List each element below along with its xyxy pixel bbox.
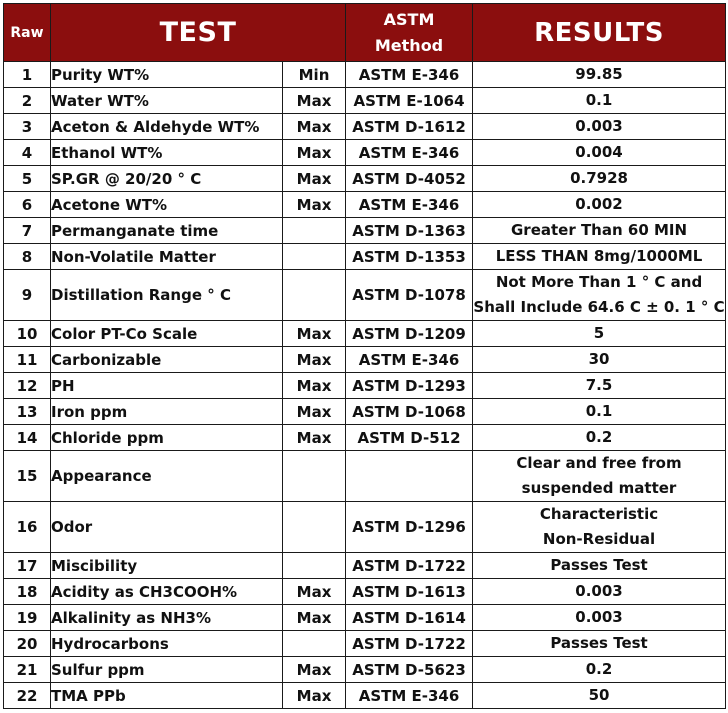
- result-line-1: Passes Test: [550, 556, 648, 574]
- result-value: [473, 114, 726, 140]
- row-number: 22: [4, 683, 51, 709]
- result-line-1: 50: [588, 686, 610, 704]
- result-value: [473, 425, 726, 451]
- test-name: SP.GR @ 20/20 ° C: [51, 166, 283, 192]
- row-number: 15: [4, 451, 51, 502]
- result-line-1: 0.003: [575, 582, 623, 600]
- raw-column-header: Raw: [4, 4, 51, 62]
- result-line-1: 0.004: [575, 143, 623, 161]
- limit-type: Max: [283, 605, 346, 631]
- row-number: 8: [4, 244, 51, 270]
- results-column-header: RESULTS: [473, 4, 726, 62]
- result-line-1: 0.002: [575, 195, 623, 213]
- table-row: [4, 451, 726, 502]
- row-number: 7: [4, 218, 51, 244]
- table-row: [4, 373, 726, 399]
- result-line-1: Clear and free from: [516, 454, 682, 472]
- astm-method: ASTM D-512: [346, 425, 473, 451]
- test-name: Color PT-Co Scale: [51, 321, 283, 347]
- result-value: [473, 605, 726, 631]
- limit-type: Max: [283, 140, 346, 166]
- table-row: [4, 425, 726, 451]
- astm-method: ASTM D-1612: [346, 114, 473, 140]
- row-number: 4: [4, 140, 51, 166]
- table-row: [4, 321, 726, 347]
- limit-type: [283, 218, 346, 244]
- row-number: 12: [4, 373, 51, 399]
- result-line-1: 0.003: [575, 608, 623, 626]
- test-column-header: TEST: [51, 4, 346, 62]
- limit-type: Max: [283, 114, 346, 140]
- result-value: [473, 140, 726, 166]
- limit-type: [283, 244, 346, 270]
- result-line-1: Passes Test: [550, 634, 648, 652]
- result-line-1: 0.2: [585, 660, 613, 678]
- result-line-1: 0.1: [585, 402, 613, 420]
- result-value: [473, 502, 726, 553]
- row-number: 1: [4, 62, 51, 88]
- test-name: Hydrocarbons: [51, 631, 283, 657]
- limit-type: Max: [283, 683, 346, 709]
- result-value: [473, 373, 726, 399]
- result-line-1: 99.85: [575, 65, 623, 83]
- row-number: 13: [4, 399, 51, 425]
- astm-method: ASTM D-1078: [346, 270, 473, 321]
- table-row: [4, 553, 726, 579]
- limit-type: Min: [283, 62, 346, 88]
- result-value: [473, 270, 726, 321]
- test-name: Water WT%: [51, 88, 283, 114]
- limit-type: Max: [283, 373, 346, 399]
- astm-method: [346, 451, 473, 502]
- test-name: Alkalinity as NH3%: [51, 605, 283, 631]
- astm-method: ASTM D-1613: [346, 579, 473, 605]
- astm-method: ASTM D-1296: [346, 502, 473, 553]
- result-line-1: 0.1: [585, 91, 613, 109]
- test-name: Distillation Range ° C: [51, 270, 283, 321]
- limit-type: [283, 451, 346, 502]
- row-number: 21: [4, 657, 51, 683]
- astm-method: ASTM D-4052: [346, 166, 473, 192]
- limit-type: Max: [283, 192, 346, 218]
- astm-header-line1: ASTM: [383, 9, 435, 29]
- limit-type: [283, 502, 346, 553]
- test-name: Acidity as CH3COOH%: [51, 579, 283, 605]
- test-name: PH: [51, 373, 283, 399]
- result-value: [473, 88, 726, 114]
- table-row: [4, 88, 726, 114]
- astm-method: ASTM D-1293: [346, 373, 473, 399]
- result-line-2: Non-Residual: [542, 530, 656, 548]
- row-number: 20: [4, 631, 51, 657]
- test-name: Iron ppm: [51, 399, 283, 425]
- limit-type: Max: [283, 657, 346, 683]
- result-value: [473, 553, 726, 579]
- row-number: 19: [4, 605, 51, 631]
- result-line-2: suspended matter: [521, 479, 677, 497]
- row-number: 3: [4, 114, 51, 140]
- result-value: [473, 657, 726, 683]
- result-line-1: Characteristic: [539, 505, 659, 523]
- table-row: [4, 218, 726, 244]
- result-line-1: 5: [593, 324, 605, 342]
- result-line-1: 0.003: [575, 117, 623, 135]
- astm-method-column-header: [346, 4, 473, 62]
- row-number: 16: [4, 502, 51, 553]
- row-number: 5: [4, 166, 51, 192]
- table-row: [4, 140, 726, 166]
- limit-type: Max: [283, 425, 346, 451]
- limit-type: Max: [283, 347, 346, 373]
- result-value: [473, 62, 726, 88]
- limit-type: [283, 631, 346, 657]
- limit-type: [283, 553, 346, 579]
- result-line-1: 30: [588, 350, 610, 368]
- table-row: [4, 192, 726, 218]
- astm-method: ASTM D-1209: [346, 321, 473, 347]
- test-name: Chloride ppm: [51, 425, 283, 451]
- row-number: 17: [4, 553, 51, 579]
- result-value: [473, 244, 726, 270]
- table-row: [4, 399, 726, 425]
- astm-method: ASTM D-1722: [346, 553, 473, 579]
- test-name: Purity WT%: [51, 62, 283, 88]
- astm-method: ASTM D-1353: [346, 244, 473, 270]
- test-name: TMA PPb: [51, 683, 283, 709]
- specification-table: [3, 3, 726, 709]
- result-value: [473, 683, 726, 709]
- table-row: [4, 347, 726, 373]
- test-name: Acetone WT%: [51, 192, 283, 218]
- result-value: [473, 451, 726, 502]
- table-row: [4, 631, 726, 657]
- row-number: 6: [4, 192, 51, 218]
- table-row: [4, 62, 726, 88]
- limit-type: Max: [283, 166, 346, 192]
- test-name: Carbonizable: [51, 347, 283, 373]
- table-row: [4, 270, 726, 321]
- astm-method: ASTM D-5623: [346, 657, 473, 683]
- test-name: Aceton & Aldehyde WT%: [51, 114, 283, 140]
- astm-header-line2: Method: [374, 35, 444, 55]
- result-value: [473, 192, 726, 218]
- limit-type: [283, 270, 346, 321]
- table-row: [4, 502, 726, 553]
- result-line-1: 7.5: [585, 376, 613, 394]
- limit-type: Max: [283, 321, 346, 347]
- result-value: [473, 579, 726, 605]
- astm-method: ASTM D-1722: [346, 631, 473, 657]
- table-row: [4, 114, 726, 140]
- astm-method: ASTM D-1068: [346, 399, 473, 425]
- astm-method: ASTM E-1064: [346, 88, 473, 114]
- result-value: [473, 218, 726, 244]
- test-name: Miscibility: [51, 553, 283, 579]
- row-number: 2: [4, 88, 51, 114]
- astm-method: ASTM E-346: [346, 192, 473, 218]
- result-value: [473, 166, 726, 192]
- result-line-1: 0.7928: [570, 169, 628, 187]
- test-name: Appearance: [51, 451, 283, 502]
- limit-type: Max: [283, 579, 346, 605]
- astm-method: ASTM E-346: [346, 347, 473, 373]
- row-number: 11: [4, 347, 51, 373]
- test-name: Non-Volatile Matter: [51, 244, 283, 270]
- result-value: [473, 399, 726, 425]
- astm-method: ASTM D-1363: [346, 218, 473, 244]
- header-row: [4, 4, 726, 62]
- row-number: 10: [4, 321, 51, 347]
- result-line-1: Greater Than 60 MIN: [510, 221, 688, 239]
- row-number: 14: [4, 425, 51, 451]
- test-name: Permanganate time: [51, 218, 283, 244]
- result-line-1: Not More Than 1 ° C and: [495, 273, 703, 291]
- row-number: 9: [4, 270, 51, 321]
- astm-method: ASTM E-346: [346, 140, 473, 166]
- table-row: [4, 683, 726, 709]
- result-line-1: 0.2: [585, 428, 613, 446]
- astm-method: ASTM D-1614: [346, 605, 473, 631]
- test-name: Ethanol WT%: [51, 140, 283, 166]
- limit-type: Max: [283, 399, 346, 425]
- table-row: [4, 166, 726, 192]
- limit-type: Max: [283, 88, 346, 114]
- test-name: Sulfur ppm: [51, 657, 283, 683]
- astm-method: ASTM E-346: [346, 62, 473, 88]
- result-value: [473, 321, 726, 347]
- test-name: Odor: [51, 502, 283, 553]
- table-body: [4, 62, 726, 709]
- table-row: [4, 579, 726, 605]
- table-row: [4, 657, 726, 683]
- result-line-2: Shall Include 64.6 C ± 0. 1 ° C: [473, 298, 725, 316]
- astm-method: ASTM E-346: [346, 683, 473, 709]
- row-number: 18: [4, 579, 51, 605]
- table-row: [4, 244, 726, 270]
- table-row: [4, 605, 726, 631]
- result-line-1: LESS THAN 8mg/1000ML: [495, 247, 703, 265]
- result-value: [473, 631, 726, 657]
- result-value: [473, 347, 726, 373]
